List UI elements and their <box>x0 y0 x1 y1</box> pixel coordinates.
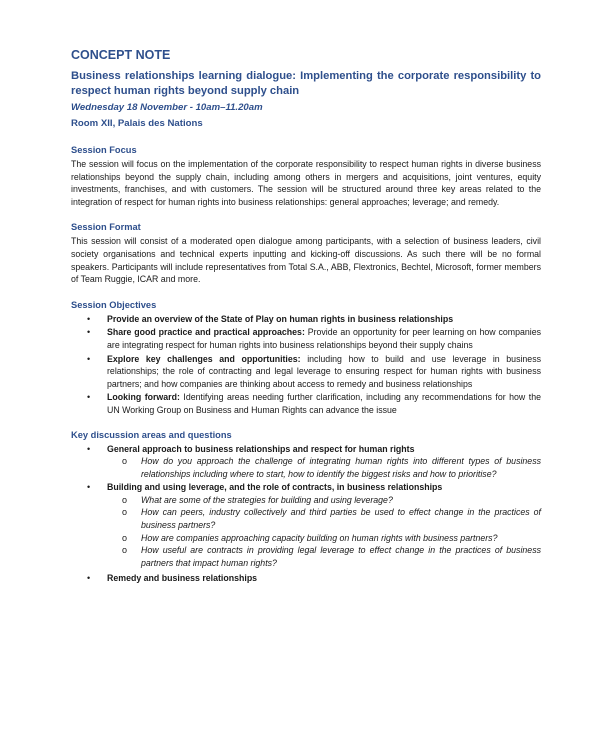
circle-bullet-icon: o <box>122 456 128 467</box>
document-subtitle: Business relationships learning dialogue: Implementing the corporate responsibility to respect human rights beyond supply chain <box>71 70 541 97</box>
question-item <box>107 506 541 531</box>
circle-bullet-icon: o <box>122 545 128 556</box>
discussion-group-title: Building and using leverage, and the role of contracts, in business relationships <box>107 482 443 493</box>
objectives-heading: Session Objectives <box>71 299 157 310</box>
bullet-icon: • <box>87 313 91 324</box>
question-item <box>107 494 541 507</box>
objective-text: Identifying areas needing further clarification, including any recommendations for how the UN Working Group on Business and Human Rights can advance the issue <box>107 392 541 415</box>
discussion-heading: Key discussion areas and questions <box>71 429 232 440</box>
format-heading: Session Format <box>71 222 141 233</box>
list-item <box>71 443 541 481</box>
question-item <box>107 544 541 569</box>
document-page <box>71 48 541 598</box>
list-item <box>71 313 541 326</box>
discussion-list <box>71 443 541 586</box>
question-item <box>107 455 541 480</box>
list-item <box>71 353 541 391</box>
circle-bullet-icon: o <box>122 532 128 543</box>
circle-bullet-icon: o <box>122 494 128 505</box>
discussion-group-title: General approach to business relationships and respect for human rights <box>107 443 415 454</box>
question-list <box>107 494 541 570</box>
question-list <box>107 455 541 480</box>
question-text: How useful are contracts in providing legal leverage to effect change in the practices of business partners that impact human rights? <box>141 545 541 568</box>
objective-lead: Explore key challenges and opportunities: <box>107 353 301 364</box>
objective-lead: Share good practice and practical approaches: <box>107 327 305 338</box>
objective-text: Provide an opportunity for peer learning on how companies are integrating respect for human rights into business relationships beyond their supply chains <box>107 327 541 350</box>
objective-text: including how to build and use leverage in business relationships; the role of contracting and legal leverage to ensuring respect for human rights with business partners; and how companies are thinking about access to remedy and business relationships <box>107 353 541 389</box>
session-date: Wednesday 18 November - 10am–11.20am <box>71 102 263 113</box>
format-text: This session will consist of a moderated open dialogue among participants, with a selection of business leaders, civil society organisations and technical experts inputting and kicking-off discussions. As such there will be no formal speakers. Participants will include representatives from Total S.A., ABB, Flextronics, Bechtel, Microsoft, former members of Team Ruggie, ICAR and more. <box>71 236 541 285</box>
session-room: Room XII, Palais des Nations <box>71 118 203 129</box>
circle-bullet-icon: o <box>122 507 128 518</box>
objectives-list <box>71 313 541 417</box>
question-text: What are some of the strategies for building and using leverage? <box>141 494 393 505</box>
question-text: How do you approach the challenge of integrating human rights into different types of business relationships including where to start, how to identify the biggest risks and how to prioritise? <box>141 456 541 479</box>
bullet-icon: • <box>87 482 91 493</box>
list-item <box>71 481 541 569</box>
bullet-icon: • <box>87 327 91 338</box>
list-item <box>71 572 541 585</box>
discussion-group-title: Remedy and business relationships <box>107 573 258 584</box>
document-title: CONCEPT NOTE <box>71 48 171 62</box>
bullet-icon: • <box>87 443 91 454</box>
question-text: How are companies approaching capacity building on human rights with business partners? <box>141 532 498 543</box>
bullet-icon: • <box>87 353 91 364</box>
list-item <box>71 391 541 416</box>
focus-heading: Session Focus <box>71 145 137 155</box>
bullet-icon: • <box>87 392 91 403</box>
list-item <box>71 326 541 351</box>
question-item <box>107 532 541 545</box>
focus-text: The session will focus on the implementation of the corporate responsibility to respect human rights in diverse business relationships beyond the supply chain, including among others in mergers and acquisitions, joint ventures, equity investments, franchises, and with customers. The session will be structured around three key areas related to the integration of respect for human rights into business relationships: general approaches; leverage; and remedy. <box>71 159 541 207</box>
objective-lead: Looking forward: <box>107 392 180 403</box>
question-text: How can peers, industry collectively and third parties be used to effect change in the practices of business partners? <box>141 507 541 531</box>
bullet-icon: • <box>87 573 91 584</box>
objective-lead: Provide an overview of the State of Play on human rights in business relationships <box>107 313 454 324</box>
